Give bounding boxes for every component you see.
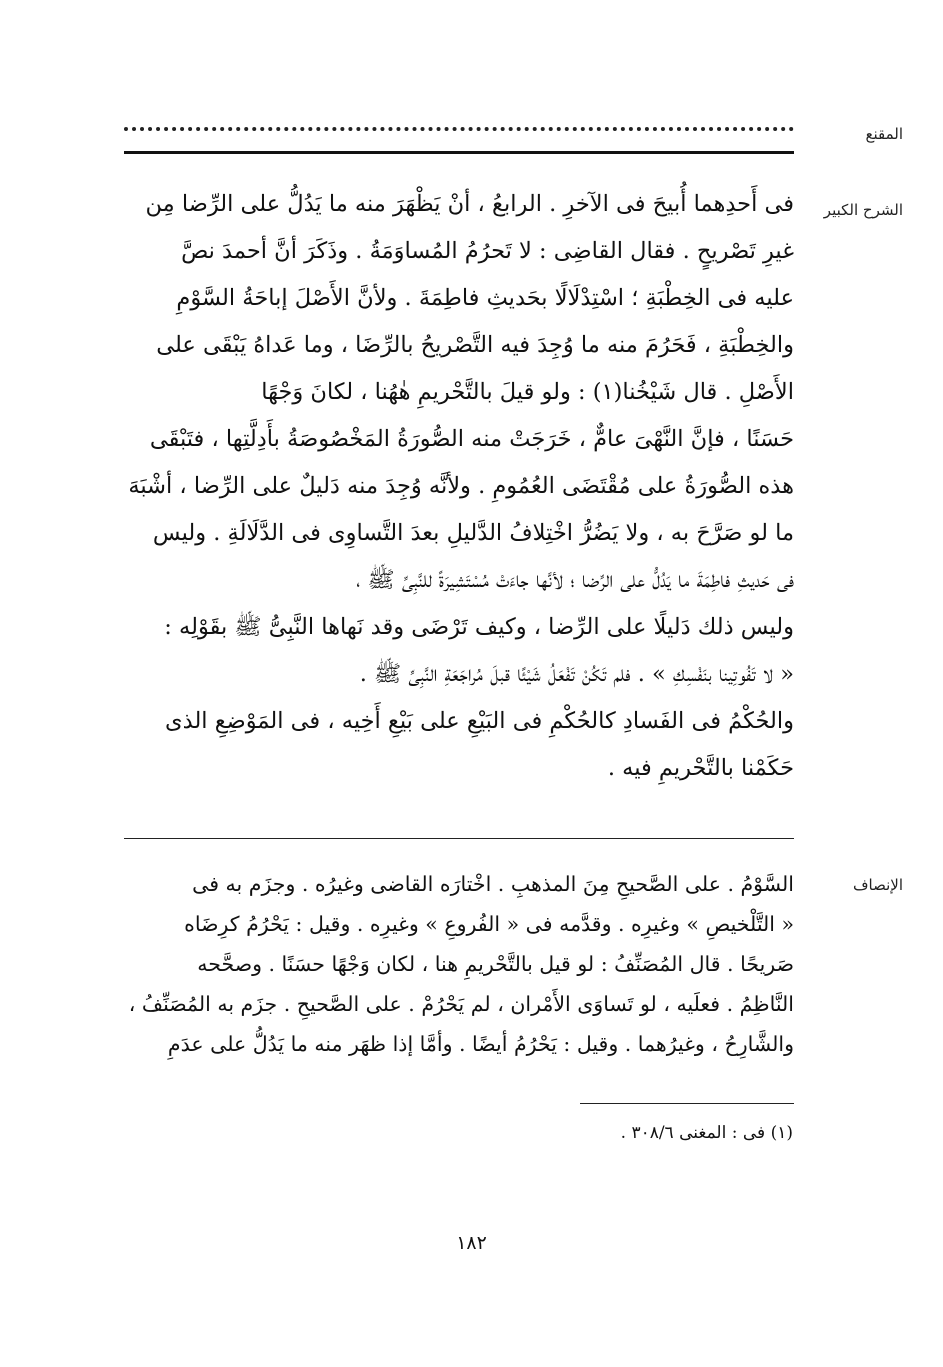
- text-line: « التَّلْخيصِ » وغيرِه . وقدَّمه فى « الفُروعِ » وغيرِه . وقيل : يَحْرُمُ كرِضَاه: [184, 912, 794, 936]
- text-line: فى حَديثِ فاطِمَةَ ما يَدُلُّ على الرِّضا ؛ لأنَّها جاءَتْ مُسْتَشِيرَةً للنَّبِىِّ ﷺ ،: [356, 567, 794, 593]
- text-line: هذه الصُّورَةُ على مُقْتَضَى العُمُومِ . ولأنَّه وُجِدَ منه دَليلٌ على الرِّضا ، أشْبَهَ: [128, 473, 794, 499]
- text-line: والخِطْبَةِ ، فَحَرُمَ منه ما وُجِدَ فيه التَّصْريحُ بالرِّضَا ، وما عَداهُ يَبْقَى على: [156, 332, 794, 358]
- section-divider: [124, 838, 794, 839]
- text-line: وليس ذلك دَليلًا على الرِّضا ، وكيف تَرْضَى وقد نَهاها النَّبِىُّ ﷺ بقَوْلِه :: [164, 614, 794, 640]
- text-line: النَّاظِمُ . فعلَيه ، لو تَساوَى الأَمْران ، لم يَحْرُمْ . على الصَّحيحِ . جزَم به المُصَنِّفُ ،: [128, 992, 794, 1016]
- section-label-sharh: الشرح الكبير: [823, 201, 903, 219]
- text-line: صَريحًا . قال المُصَنِّفُ : لو قيل بالتَّحْريمِ هنا ، لكان وَجْهًا حسَنًا . وصحَّحه: [197, 952, 794, 976]
- insaf-text-block: [124, 864, 794, 1064]
- footnote-divider: [580, 1103, 794, 1104]
- text-line: ما لو صَرَّحَ به ، ولا يَضُرُّ اخْتِلافُ الدَّليلِ بعدَ التَّساوِى فى الدَّلَالَةِ . وليس: [152, 520, 794, 546]
- page-number: ١٨٢: [456, 1232, 487, 1254]
- text-line: حَكَمْنا بالتَّحْريمِ فيه .: [607, 755, 794, 781]
- text-line: والحُكْمُ فى الفَسادِ كالحُكْمِ فى البَيْعِ على بَيْعِ أَخِيه ، فى المَوْضِعِ الذى: [165, 708, 794, 734]
- footnote: (١) فى : المغنى ٣٠٨/٦ .: [620, 1123, 793, 1143]
- text-line: فى أَحدِهما أُبيحَ فى الآخرِ . الرابعُ ، أنْ يَظْهَرَ منه ما يَدُلُّ على الرِّضا مِن: [145, 191, 794, 217]
- header-title: المقنع: [865, 125, 903, 143]
- text-line: حَسَنًا ، فإنَّ النَّهْىَ عامٌّ ، خَرَجَتْ منه الصُّورَةُ المَخْصُوصَةُ بأَدِلَّتِها ، فتَبْقَى: [149, 426, 794, 452]
- header-dotted-line: [124, 115, 794, 131]
- header-rule: [124, 151, 794, 154]
- text-line: عليه فى الخِطْبَةِ ؛ اسْتِدْلَالًا بحَديثِ فاطِمَةَ . ولأنَّ الأَصْلَ إباحَةُ السَّوْمِ: [176, 285, 794, 311]
- text-line: غيرِ تَصْريحٍ . فقال القاضِى : لا تَحرُمُ المُساوَمَةُ . وذَكَرَ أنَّ أحمدَ نصَّ: [181, 238, 794, 264]
- text-line: السَّوْمُ . على الصَّحيحِ مِنَ المذهبِ . اخْتارَه القاضى وغيرُه . وجزَم به فى: [192, 872, 794, 896]
- text-line: « لا تَفُوتِينا بنَفْسِكِ » . فلم تَكُنْ تَفْعَلُ شَيْئًا قبلَ مُراجَعَةِ النَّبِىِّ ﷺ .: [359, 661, 794, 687]
- section-label-insaf: الإنصاف: [852, 876, 903, 894]
- text-line: والشَّارِحُ ، وغيرُهما . وقيل : يَحْرُمُ أيضًا . وأمَّا إذا ظهَر منه ما يَدُلُّ على عدَمِ: [167, 1032, 794, 1056]
- text-line: الأَصْلِ . قال شَيْخُنا(١) : ولو قيلَ بالتَّحْريمِ هٰهُنا ، لكانَ وَجْهًا: [261, 379, 794, 405]
- sharh-text-block: [124, 181, 794, 792]
